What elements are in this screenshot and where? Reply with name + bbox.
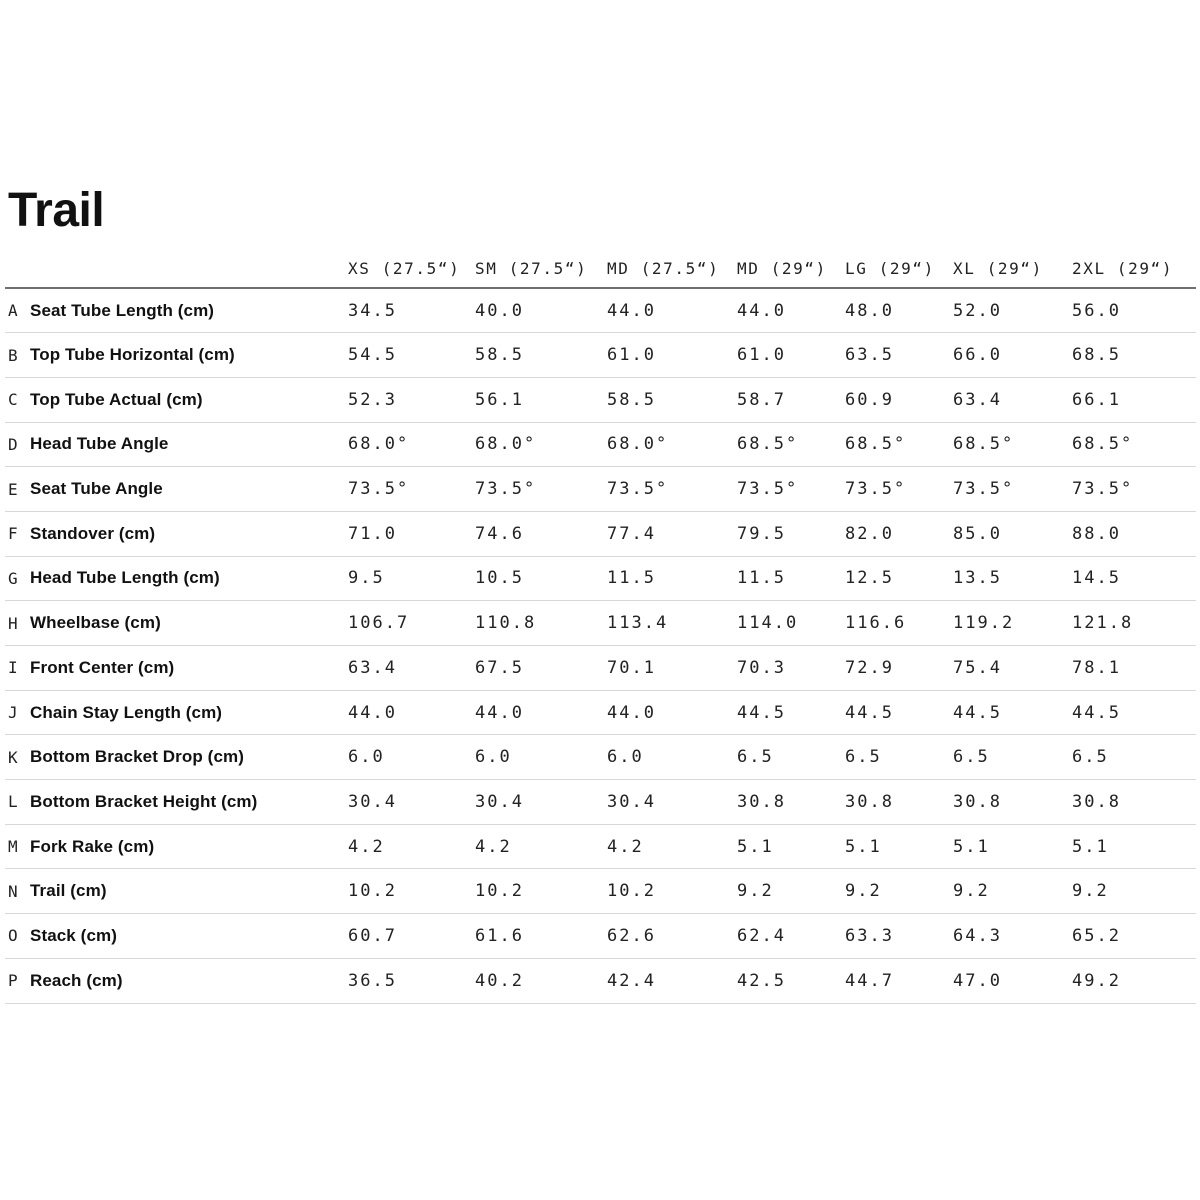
- cell-value: 61.0: [607, 333, 737, 378]
- table-row: [5, 869, 1196, 914]
- header-spacer-label: [30, 250, 348, 288]
- cell-value: 48.0: [845, 288, 953, 333]
- cell-value: 114.0: [737, 601, 845, 646]
- row-label: Stack (cm): [30, 914, 348, 959]
- row-label: Bottom Bracket Drop (cm): [30, 735, 348, 780]
- cell-value: 44.0: [607, 690, 737, 735]
- header-spacer-letter: [5, 250, 30, 288]
- cell-value: 63.3: [845, 914, 953, 959]
- row-letter: I: [5, 646, 30, 691]
- cell-value: 30.4: [475, 780, 607, 825]
- row-label: Standover (cm): [30, 511, 348, 556]
- cell-value: 121.8: [1072, 601, 1196, 646]
- cell-value: 79.5: [737, 511, 845, 556]
- table-row: [5, 601, 1196, 646]
- cell-value: 77.4: [607, 511, 737, 556]
- cell-value: 10.2: [607, 869, 737, 914]
- cell-value: 68.0°: [475, 422, 607, 467]
- cell-value: 58.5: [607, 377, 737, 422]
- table-row: [5, 288, 1196, 333]
- size-column-header: SM (27.5“): [475, 250, 607, 288]
- row-label: Seat Tube Length (cm): [30, 288, 348, 333]
- row-label: Trail (cm): [30, 869, 348, 914]
- cell-value: 30.8: [953, 780, 1072, 825]
- cell-value: 30.8: [845, 780, 953, 825]
- geometry-table-body: [5, 288, 1196, 1003]
- cell-value: 82.0: [845, 511, 953, 556]
- cell-value: 10.2: [348, 869, 475, 914]
- row-label: Seat Tube Angle: [30, 467, 348, 512]
- geometry-table: [5, 250, 1196, 1004]
- table-row: [5, 690, 1196, 735]
- row-letter: K: [5, 735, 30, 780]
- cell-value: 68.0°: [348, 422, 475, 467]
- cell-value: 67.5: [475, 646, 607, 691]
- cell-value: 44.5: [953, 690, 1072, 735]
- row-letter: J: [5, 690, 30, 735]
- size-column-header: LG (29“): [845, 250, 953, 288]
- cell-value: 36.5: [348, 958, 475, 1003]
- cell-value: 113.4: [607, 601, 737, 646]
- cell-value: 68.5°: [845, 422, 953, 467]
- cell-value: 78.1: [1072, 646, 1196, 691]
- cell-value: 110.8: [475, 601, 607, 646]
- cell-value: 12.5: [845, 556, 953, 601]
- cell-value: 116.6: [845, 601, 953, 646]
- cell-value: 60.9: [845, 377, 953, 422]
- cell-value: 85.0: [953, 511, 1072, 556]
- cell-value: 68.5°: [953, 422, 1072, 467]
- cell-value: 44.5: [737, 690, 845, 735]
- table-row: [5, 333, 1196, 378]
- size-column-header: MD (29“): [737, 250, 845, 288]
- row-label: Bottom Bracket Height (cm): [30, 780, 348, 825]
- cell-value: 72.9: [845, 646, 953, 691]
- cell-value: 4.2: [475, 824, 607, 869]
- cell-value: 6.5: [737, 735, 845, 780]
- cell-value: 44.0: [348, 690, 475, 735]
- row-letter: M: [5, 824, 30, 869]
- row-letter: F: [5, 511, 30, 556]
- row-letter: L: [5, 780, 30, 825]
- cell-value: 30.4: [348, 780, 475, 825]
- cell-value: 73.5°: [737, 467, 845, 512]
- cell-value: 9.2: [1072, 869, 1196, 914]
- cell-value: 74.6: [475, 511, 607, 556]
- table-row: [5, 467, 1196, 512]
- cell-value: 63.4: [953, 377, 1072, 422]
- cell-value: 44.0: [607, 288, 737, 333]
- cell-value: 52.0: [953, 288, 1072, 333]
- table-row: [5, 377, 1196, 422]
- cell-value: 73.5°: [348, 467, 475, 512]
- cell-value: 47.0: [953, 958, 1072, 1003]
- cell-value: 42.4: [607, 958, 737, 1003]
- cell-value: 71.0: [348, 511, 475, 556]
- cell-value: 10.5: [475, 556, 607, 601]
- cell-value: 106.7: [348, 601, 475, 646]
- cell-value: 5.1: [737, 824, 845, 869]
- cell-value: 64.3: [953, 914, 1072, 959]
- table-row: [5, 422, 1196, 467]
- cell-value: 68.0°: [607, 422, 737, 467]
- cell-value: 6.0: [607, 735, 737, 780]
- cell-value: 44.0: [737, 288, 845, 333]
- row-letter: E: [5, 467, 30, 512]
- cell-value: 58.7: [737, 377, 845, 422]
- cell-value: 66.0: [953, 333, 1072, 378]
- cell-value: 70.3: [737, 646, 845, 691]
- cell-value: 6.5: [1072, 735, 1196, 780]
- cell-value: 6.5: [845, 735, 953, 780]
- cell-value: 4.2: [348, 824, 475, 869]
- table-row: [5, 780, 1196, 825]
- table-row: [5, 914, 1196, 959]
- row-letter: D: [5, 422, 30, 467]
- cell-value: 61.6: [475, 914, 607, 959]
- row-label: Chain Stay Length (cm): [30, 690, 348, 735]
- cell-value: 10.2: [475, 869, 607, 914]
- table-row: [5, 646, 1196, 691]
- cell-value: 6.0: [348, 735, 475, 780]
- cell-value: 54.5: [348, 333, 475, 378]
- row-letter: H: [5, 601, 30, 646]
- cell-value: 44.0: [475, 690, 607, 735]
- cell-value: 30.8: [1072, 780, 1196, 825]
- cell-value: 49.2: [1072, 958, 1196, 1003]
- cell-value: 68.5: [1072, 333, 1196, 378]
- row-label: Head Tube Length (cm): [30, 556, 348, 601]
- row-label: Top Tube Horizontal (cm): [30, 333, 348, 378]
- cell-value: 75.4: [953, 646, 1072, 691]
- cell-value: 44.5: [845, 690, 953, 735]
- cell-value: 63.5: [845, 333, 953, 378]
- cell-value: 73.5°: [1072, 467, 1196, 512]
- page-title: Trail: [8, 184, 105, 237]
- cell-value: 34.5: [348, 288, 475, 333]
- row-label: Head Tube Angle: [30, 422, 348, 467]
- cell-value: 58.5: [475, 333, 607, 378]
- cell-value: 119.2: [953, 601, 1072, 646]
- cell-value: 73.5°: [475, 467, 607, 512]
- cell-value: 52.3: [348, 377, 475, 422]
- cell-value: 5.1: [1072, 824, 1196, 869]
- cell-value: 11.5: [607, 556, 737, 601]
- cell-value: 44.5: [1072, 690, 1196, 735]
- row-letter: P: [5, 958, 30, 1003]
- size-column-header: XS (27.5“): [348, 250, 475, 288]
- row-label: Fork Rake (cm): [30, 824, 348, 869]
- row-letter: O: [5, 914, 30, 959]
- cell-value: 61.0: [737, 333, 845, 378]
- cell-value: 5.1: [845, 824, 953, 869]
- row-label: Front Center (cm): [30, 646, 348, 691]
- size-column-header: 2XL (29“): [1072, 250, 1196, 288]
- cell-value: 73.5°: [845, 467, 953, 512]
- cell-value: 60.7: [348, 914, 475, 959]
- row-letter: A: [5, 288, 30, 333]
- table-row: [5, 958, 1196, 1003]
- cell-value: 73.5°: [953, 467, 1072, 512]
- cell-value: 4.2: [607, 824, 737, 869]
- cell-value: 65.2: [1072, 914, 1196, 959]
- cell-value: 73.5°: [607, 467, 737, 512]
- cell-value: 66.1: [1072, 377, 1196, 422]
- cell-value: 11.5: [737, 556, 845, 601]
- header-row: [5, 250, 1196, 288]
- cell-value: 44.7: [845, 958, 953, 1003]
- row-label: Top Tube Actual (cm): [30, 377, 348, 422]
- cell-value: 62.6: [607, 914, 737, 959]
- size-column-header: XL (29“): [953, 250, 1072, 288]
- cell-value: 68.5°: [1072, 422, 1196, 467]
- table-row: [5, 556, 1196, 601]
- row-letter: B: [5, 333, 30, 378]
- cell-value: 40.2: [475, 958, 607, 1003]
- cell-value: 6.0: [475, 735, 607, 780]
- table-row: [5, 735, 1196, 780]
- row-letter: N: [5, 869, 30, 914]
- row-label: Reach (cm): [30, 958, 348, 1003]
- cell-value: 13.5: [953, 556, 1072, 601]
- cell-value: 14.5: [1072, 556, 1196, 601]
- cell-value: 62.4: [737, 914, 845, 959]
- cell-value: 42.5: [737, 958, 845, 1003]
- cell-value: 9.2: [953, 869, 1072, 914]
- row-letter: G: [5, 556, 30, 601]
- cell-value: 9.2: [737, 869, 845, 914]
- cell-value: 30.4: [607, 780, 737, 825]
- cell-value: 5.1: [953, 824, 1072, 869]
- cell-value: 88.0: [1072, 511, 1196, 556]
- table-row: [5, 511, 1196, 556]
- cell-value: 6.5: [953, 735, 1072, 780]
- row-letter: C: [5, 377, 30, 422]
- table-row: [5, 824, 1196, 869]
- cell-value: 70.1: [607, 646, 737, 691]
- size-column-header: MD (27.5“): [607, 250, 737, 288]
- cell-value: 68.5°: [737, 422, 845, 467]
- cell-value: 9.2: [845, 869, 953, 914]
- row-label: Wheelbase (cm): [30, 601, 348, 646]
- cell-value: 56.0: [1072, 288, 1196, 333]
- cell-value: 63.4: [348, 646, 475, 691]
- cell-value: 40.0: [475, 288, 607, 333]
- cell-value: 9.5: [348, 556, 475, 601]
- cell-value: 30.8: [737, 780, 845, 825]
- cell-value: 56.1: [475, 377, 607, 422]
